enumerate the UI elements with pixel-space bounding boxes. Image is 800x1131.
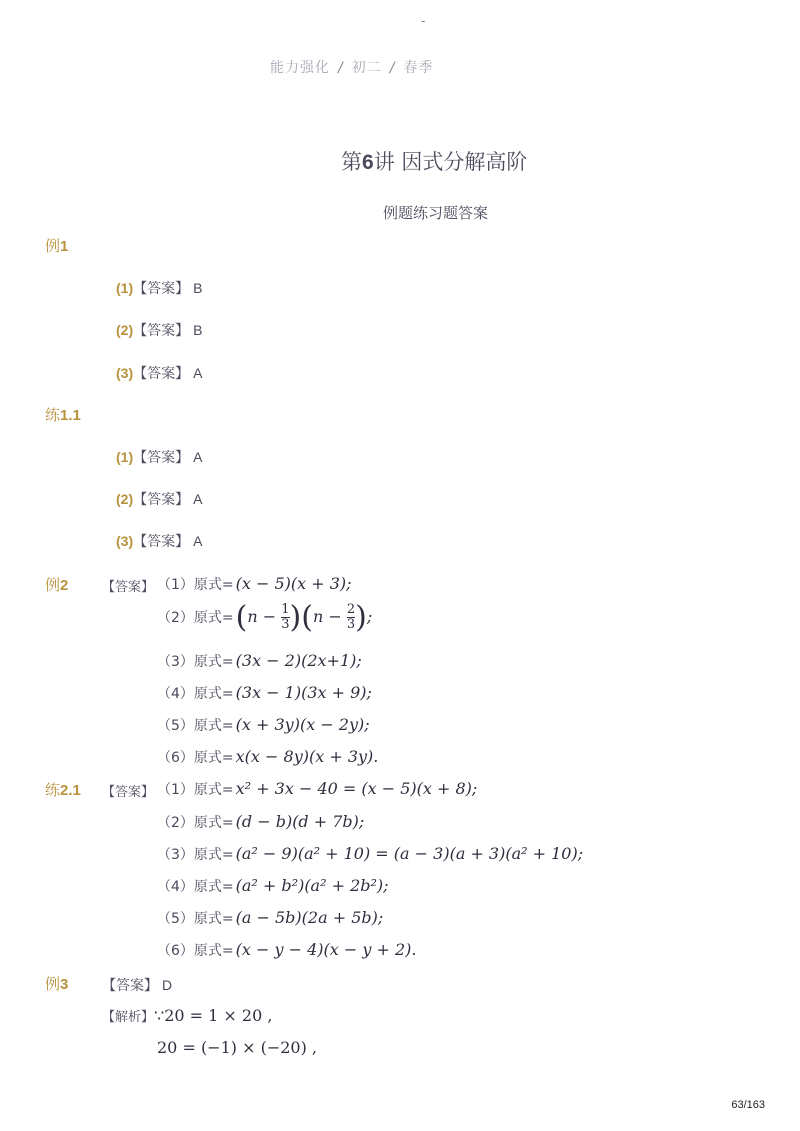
page-subtitle: 例题练习题答案 <box>383 204 489 222</box>
title-suffix: 讲 因式分解高阶 <box>373 150 528 174</box>
example-3-analysis-line-2: 20 = (−1) × (−20) , <box>157 1038 318 1057</box>
crumb-course: 能力强化 <box>270 60 330 76</box>
example-2-line-3: （3）原式= (3x − 2)(2x+1); <box>157 651 362 670</box>
example-1-answer-2: (2)【答案】 B <box>116 322 203 339</box>
practice-2-1-line-1: （1）原式= x² + 3x − 40 = (x − 5)(x + 8); <box>157 779 478 798</box>
example-1-label: 例1 <box>45 237 69 255</box>
crumb-grade: 初二 <box>351 60 382 76</box>
crumb-separator: / <box>338 60 344 76</box>
practice-1-1-answer-1: (1)【答案】 A <box>116 449 203 466</box>
practice-2-1-line-6: （6）原式= (x − y − 4)(x − y + 2). <box>157 940 417 959</box>
breadcrumb <box>270 57 433 77</box>
page-title <box>341 146 527 176</box>
page-number: 63/163 <box>731 1099 765 1111</box>
example-1-answer-1: (1)【答案】 B <box>116 280 203 297</box>
practice-1-1-answer-3: (3)【答案】 A <box>116 533 203 550</box>
example-2-line-5: （5）原式= (x + 3y)(x − 2y); <box>157 715 370 734</box>
example-2-line-6: （6）原式= x(x − 8y)(x + 3y). <box>157 747 379 766</box>
example-3-label: 例3 <box>45 975 69 993</box>
example-2-line-2: （2）原式=(n − $\frac{1}{3}$ )(n − $\frac{2}{3}$ ); <box>157 600 373 635</box>
practice-2-1-label: 练2.1 <box>45 781 81 799</box>
practice-2-1-line-4: （4）原式= (a² + b²)(a² + 2b²); <box>157 876 389 895</box>
title-number: 6 <box>362 151 374 174</box>
example-2-answer-tag: 【答案】 <box>102 580 155 595</box>
example-2-line-4: （4）原式= (3x − 1)(3x + 9); <box>157 683 372 702</box>
practice-2-1-answer-tag: 【答案】 <box>102 785 155 800</box>
practice-1-1-answer-2: (2)【答案】 A <box>116 491 203 508</box>
crumb-term: 春季 <box>403 60 434 76</box>
top-mark: - <box>421 14 426 28</box>
example-3-answer: 【答案】 D <box>102 977 173 994</box>
example-1-answer-3: (3)【答案】 A <box>116 365 203 382</box>
practice-2-1-line-2: （2）原式= (d − b)(d + 7b); <box>157 812 365 831</box>
practice-2-1-line-5: （5）原式= (a − 5b)(2a + 5b); <box>157 908 384 927</box>
title-prefix: 第 <box>341 150 362 174</box>
practice-2-1-line-3: （3）原式= (a² − 9)(a² + 10) = (a − 3)(a + 3)(a² + 10); <box>157 844 584 863</box>
practice-1-1-label: 练1.1 <box>45 406 81 424</box>
example-2-line-1: （1）原式= (x − 5)(x + 3); <box>157 574 352 593</box>
crumb-separator: / <box>389 60 396 76</box>
example-2-label: 例2 <box>45 576 69 594</box>
example-3-analysis-line-1: 【解析】∵20 = 1 × 20 , <box>102 1006 273 1025</box>
